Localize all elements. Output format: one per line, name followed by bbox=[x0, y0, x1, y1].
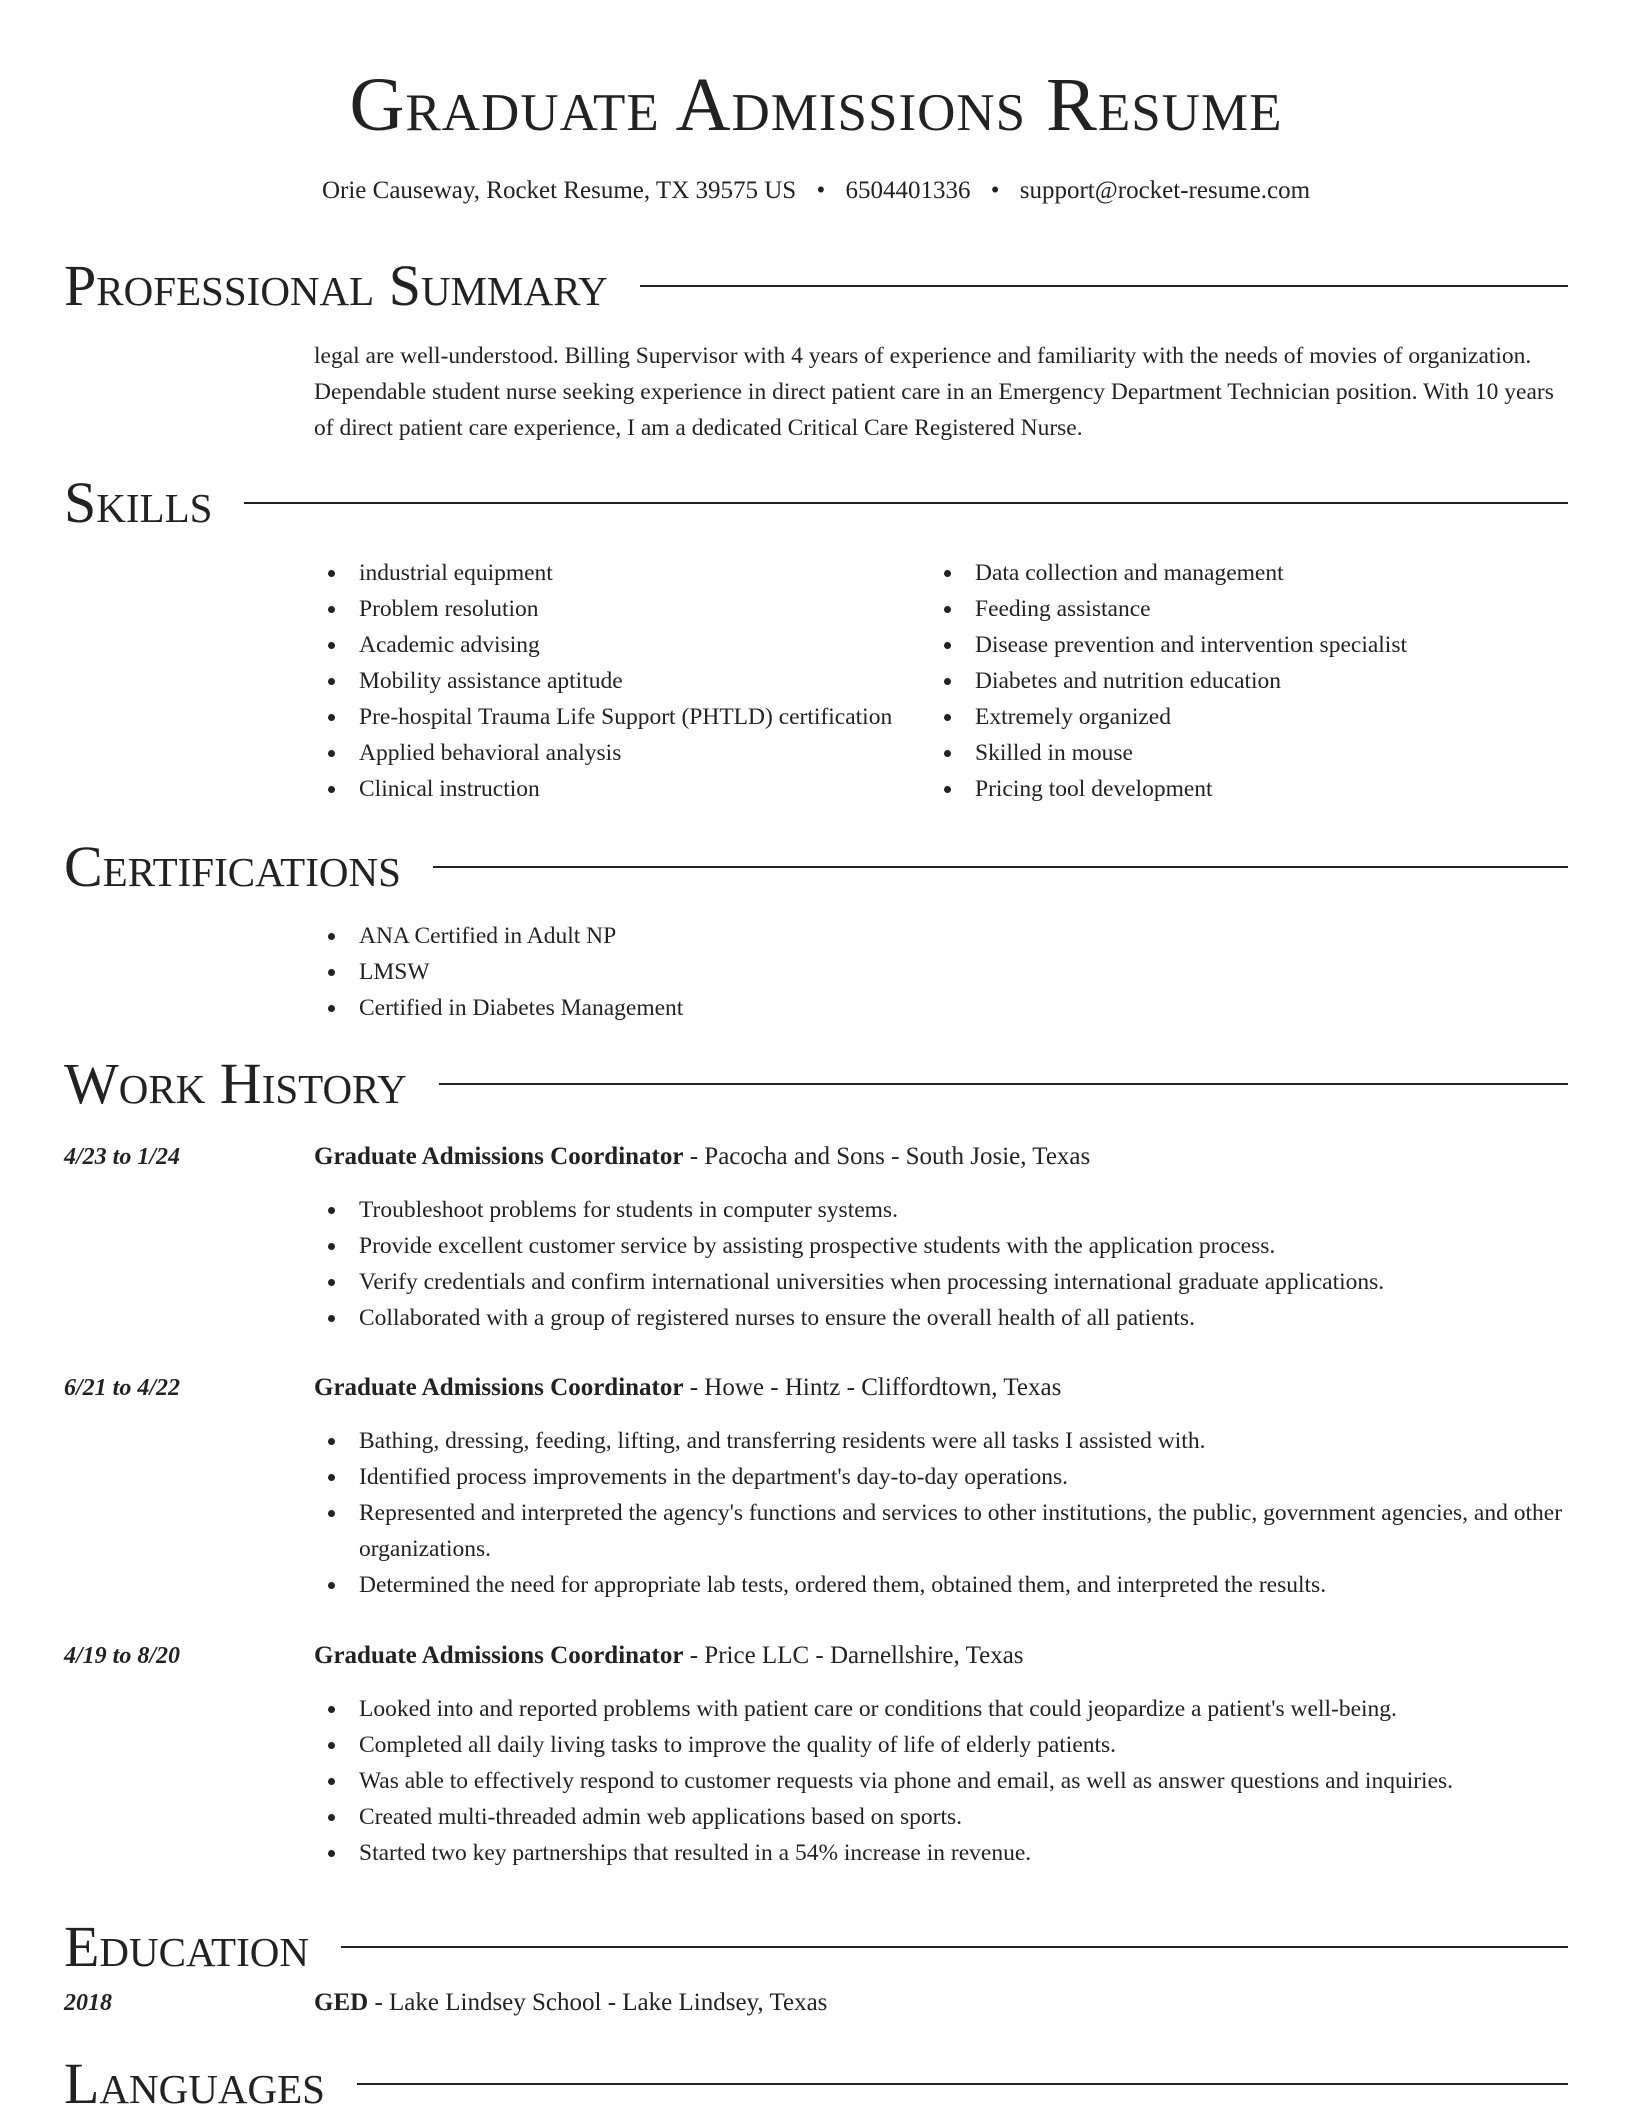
section-title: Languages bbox=[64, 2051, 325, 2116]
summary-text: legal are well-understood. Billing Supervisor with 4 years of experience and familiarity with the needs of movies of organization. Dependable student nurse seeking experience in direct patient care in an Emergency Department Technician position. With 10 years of direct patient care experience, I am a dedicated Critical Care Registered Nurse. bbox=[314, 343, 1554, 441]
job-employer-location: - Pacocha and Sons - South Josie, Texas bbox=[683, 1143, 1091, 1170]
education-year: 2018 bbox=[64, 1990, 112, 2016]
skill-item: Feeding assistance bbox=[930, 591, 1570, 627]
job-bullet: Provide excellent customer service by assisting prospective students with the application process. bbox=[314, 1228, 1578, 1264]
job-bullet: Created multi-threaded admin web applications based on sports. bbox=[314, 1799, 1578, 1835]
skill-item: Problem resolution bbox=[314, 591, 934, 627]
job-heading bbox=[314, 1371, 1061, 1405]
section-title: Work History bbox=[64, 1051, 407, 1116]
certification-item: ANA Certified in Adult NP bbox=[314, 918, 1574, 954]
certification-item: LMSW bbox=[314, 954, 1574, 990]
job-dates: 4/19 to 8/20 bbox=[64, 1643, 181, 1669]
skill-item: Applied behavioral analysis bbox=[314, 735, 934, 771]
job-title: Graduate Admissions Coordinator bbox=[314, 1642, 684, 1669]
contact-separator: • bbox=[816, 177, 826, 204]
education-heading bbox=[314, 1986, 827, 2020]
job-employer-location: - Howe - Hintz - Cliffordtown, Texas bbox=[683, 1374, 1062, 1401]
job-bullet: Completed all daily living tasks to improve the quality of life of elderly patients. bbox=[314, 1727, 1578, 1763]
job-heading bbox=[314, 1639, 1024, 1673]
section-title: Professional Summary bbox=[64, 253, 608, 318]
skill-item: Skilled in mouse bbox=[930, 735, 1570, 771]
job-bullets bbox=[314, 1691, 1578, 1871]
job-bullet: Collaborated with a group of registered nurses to ensure the overall health of all patients. bbox=[314, 1300, 1578, 1336]
job-bullet: Represented and interpreted the agency's functions and services to other institutions, the public, government agencies, and other organizations. bbox=[314, 1495, 1578, 1567]
contact-email: support@rocket-resume.com bbox=[1019, 177, 1311, 204]
section-title: Certifications bbox=[64, 834, 401, 899]
section-heading-skills bbox=[64, 471, 1568, 535]
skill-item: Diabetes and nutrition education bbox=[930, 663, 1570, 699]
job-heading bbox=[314, 1140, 1090, 1174]
skill-item: Academic advising bbox=[314, 627, 934, 663]
job-bullet: Looked into and reported problems with patient care or conditions that could jeopardize a patient's well-being. bbox=[314, 1691, 1578, 1727]
job-bullet: Determined the need for appropriate lab tests, ordered them, obtained them, and interpreted the results. bbox=[314, 1567, 1578, 1603]
skills-list-right bbox=[930, 555, 1570, 807]
job-employer-location: - Price LLC - Darnellshire, Texas bbox=[683, 1642, 1024, 1669]
certifications-list bbox=[314, 918, 1574, 1026]
section-heading-education bbox=[64, 1915, 1568, 1979]
skill-item: industrial equipment bbox=[314, 555, 934, 591]
section-title: Education bbox=[64, 1914, 309, 1979]
section-divider bbox=[439, 1083, 1568, 1085]
skill-item: Pricing tool development bbox=[930, 771, 1570, 807]
education-degree: GED bbox=[314, 1989, 369, 2016]
skill-item: Extremely organized bbox=[930, 699, 1570, 735]
job-title: Graduate Admissions Coordinator bbox=[314, 1374, 684, 1401]
skill-item: Data collection and management bbox=[930, 555, 1570, 591]
job-bullets bbox=[314, 1192, 1578, 1336]
section-divider bbox=[433, 866, 1568, 868]
section-divider bbox=[341, 1946, 1568, 1948]
job-bullet: Verify credentials and confirm international universities when processing international graduate applications. bbox=[314, 1264, 1578, 1300]
job-bullets bbox=[314, 1423, 1578, 1603]
contact-phone: 6504401336 bbox=[845, 177, 971, 204]
skill-item: Pre-hospital Trauma Life Support (PHTLD) certification bbox=[314, 699, 934, 735]
skill-item: Clinical instruction bbox=[314, 771, 934, 807]
contact-separator: • bbox=[990, 177, 1000, 204]
section-heading-summary bbox=[64, 254, 1568, 318]
section-divider bbox=[640, 285, 1568, 287]
section-divider bbox=[357, 2083, 1568, 2085]
job-bullet: Bathing, dressing, feeding, lifting, and transferring residents were all tasks I assisted with. bbox=[314, 1423, 1578, 1459]
contact-line bbox=[0, 174, 1632, 208]
section-divider bbox=[244, 502, 1568, 504]
job-dates: 6/21 to 4/22 bbox=[64, 1375, 181, 1401]
resume-name: Graduate Admissions Resume bbox=[349, 63, 1283, 147]
skill-item: Mobility assistance aptitude bbox=[314, 663, 934, 699]
job-bullet: Started two key partnerships that resulted in a 54% increase in revenue. bbox=[314, 1835, 1578, 1871]
job-title: Graduate Admissions Coordinator bbox=[314, 1143, 684, 1170]
job-dates: 4/23 to 1/24 bbox=[64, 1144, 181, 1170]
skill-item: Disease prevention and intervention specialist bbox=[930, 627, 1570, 663]
contact-address: Orie Causeway, Rocket Resume, TX 39575 US bbox=[321, 177, 797, 204]
section-heading-work-history bbox=[64, 1052, 1568, 1116]
certification-item: Certified in Diabetes Management bbox=[314, 990, 1574, 1026]
education-school-location: - Lake Lindsey School - Lake Lindsey, Texas bbox=[368, 1989, 828, 2016]
skills-list-left bbox=[314, 555, 934, 807]
job-bullet: Was able to effectively respond to customer requests via phone and email, as well as answer questions and inquiries. bbox=[314, 1763, 1578, 1799]
section-heading-certifications bbox=[64, 835, 1568, 899]
job-bullet: Identified process improvements in the department's day-to-day operations. bbox=[314, 1459, 1578, 1495]
section-heading-languages bbox=[64, 2052, 1568, 2116]
section-title: Skills bbox=[64, 470, 213, 535]
job-bullet: Troubleshoot problems for students in computer systems. bbox=[314, 1192, 1578, 1228]
